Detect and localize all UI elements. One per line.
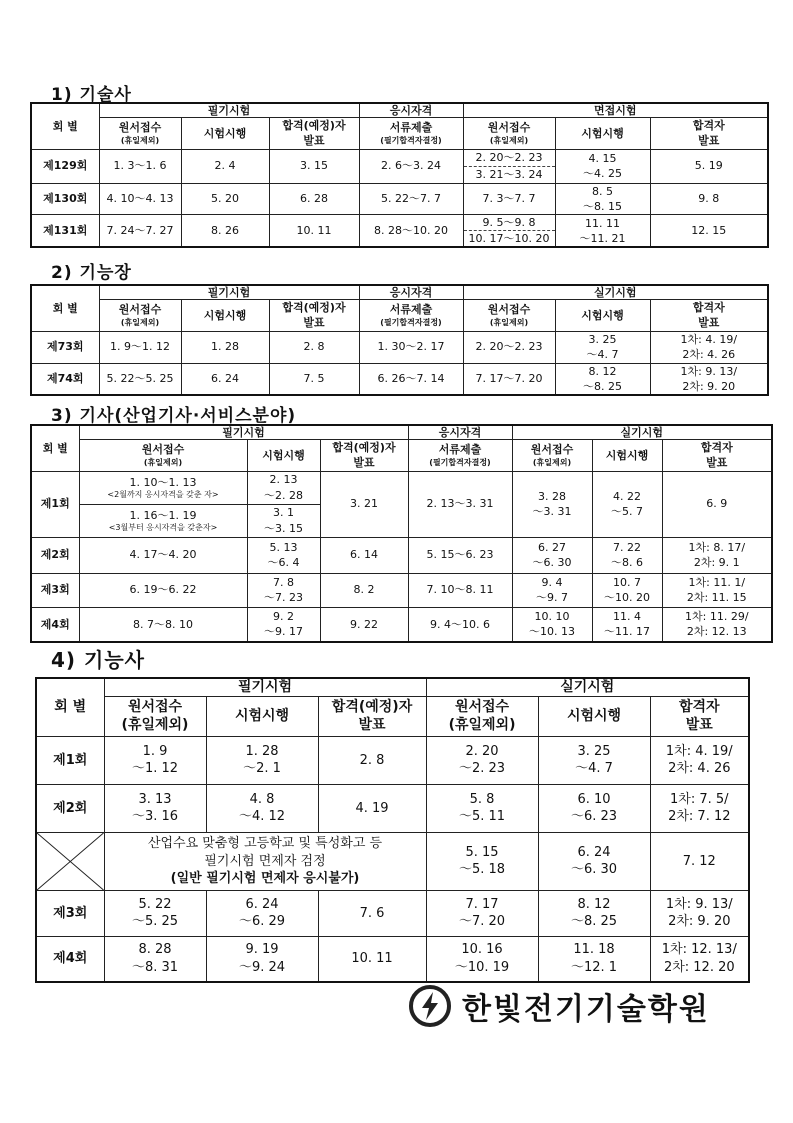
apply-cell: 1. 9～1. 12	[99, 331, 181, 363]
hdr-round: 회 별	[31, 285, 99, 331]
p-exam-cell: 7. 22 ～8. 6	[592, 537, 662, 573]
hdr-apply: 원서접수 (휴일제외)	[99, 300, 181, 331]
apply-cell: 7. 24～7. 27	[99, 214, 181, 247]
apply-cell: 1. 16～1. 19 <3월부터 응시자격을 갖춘자>	[79, 504, 247, 537]
exam-cell: 1. 28	[181, 331, 269, 363]
round-cell: 제2회	[36, 784, 104, 832]
elig-cell: 8. 28～10. 20	[359, 214, 463, 247]
elig-cell: 2. 6～3. 24	[359, 149, 463, 183]
table-row	[31, 149, 768, 183]
p-apply-cell: 2. 20～2. 23	[463, 331, 555, 363]
round-cell: 제3회	[31, 573, 79, 607]
hdr-exam: 시험시행	[181, 300, 269, 331]
pass-cell: 4. 19	[318, 784, 426, 832]
round-cell: 제4회	[31, 607, 79, 642]
hdr-exam: 시험시행	[206, 696, 318, 736]
hdr-final: 합격자 발표	[650, 696, 749, 736]
final-cell: 12. 15	[650, 214, 768, 247]
p-exam-cell: 3. 25 ～4. 7	[538, 736, 650, 784]
round-cell: 제74회	[31, 363, 99, 395]
p-apply-cell: 2. 20 ～2. 23	[426, 736, 538, 784]
pass-cell: 9. 22	[320, 607, 408, 642]
final-cell: 1차: 9. 13/ 2차: 9. 20	[650, 890, 749, 936]
hdr-written: 필기시험	[79, 425, 408, 440]
p-apply-cell: 5. 15 ～5. 18	[426, 832, 538, 890]
hdr-apply2: 원서접수 (휴일제외)	[426, 696, 538, 736]
round-cell: 제129회	[31, 149, 99, 183]
elig-cell: 5. 22～7. 7	[359, 183, 463, 214]
pass-cell: 7. 6	[318, 890, 426, 936]
exam-cell: 7. 8 ～7. 23	[247, 573, 320, 607]
hdr-pass: 합격(예정)자 발표	[269, 300, 359, 331]
cross-mark-icon	[37, 833, 104, 890]
round-cell: 제4회	[36, 936, 104, 982]
final-cell: 1차: 9. 13/ 2차: 9. 20	[650, 363, 768, 395]
final-cell: 7. 12	[650, 832, 749, 890]
table-row	[31, 607, 772, 642]
hdr-exam2: 시험시행	[555, 118, 650, 149]
p-exam-cell: 6. 24 ～6. 30	[538, 832, 650, 890]
apply-cell: 1. 3～1. 6	[99, 149, 181, 183]
special-exam-note: 산업수요 맞춤형 고등학교 및 특성화고 등 필기시험 면제자 검정 (일반 필기시험 면제자 응시불가)	[104, 832, 426, 890]
hdr-pass: 합격(예정)자 발표	[320, 440, 408, 471]
hdr-apply: 원서접수 (휴일제외)	[79, 440, 247, 471]
int-exam-cell: 8. 5 ～8. 15	[555, 183, 650, 214]
final-cell: 1차: 8. 17/ 2차: 9. 1	[662, 537, 772, 573]
exam-cell: 5. 20	[181, 183, 269, 214]
pass-cell: 8. 2	[320, 573, 408, 607]
final-cell: 1차: 7. 5/ 2차: 7. 12	[650, 784, 749, 832]
brand-name: 한빛전기기술학원	[462, 992, 710, 1027]
hdr-exam2: 시험시행	[555, 300, 650, 331]
table-row	[31, 214, 768, 247]
section-title-1: 1) 기술사	[51, 85, 132, 105]
int-apply-cell: 9. 5～9. 8 10. 17～10. 20	[463, 214, 555, 247]
hdr-apply: 원서접수 (휴일제외)	[99, 118, 181, 149]
table-row	[36, 736, 749, 784]
hdr-final: 합격자 발표	[662, 440, 772, 471]
p-apply-cell: 9. 4 ～9. 7	[512, 573, 592, 607]
hdr-round: 회 별	[31, 425, 79, 471]
hdr-practical: 실기시험	[512, 425, 772, 440]
final-cell: 5. 19	[650, 149, 768, 183]
table-craftsman	[35, 677, 750, 983]
pass-cell: 3. 21	[320, 471, 408, 537]
exam-cell: 9. 19 ～9. 24	[206, 936, 318, 982]
apply-cell: 5. 22～5. 25	[99, 363, 181, 395]
apply-cell: 8. 28 ～8. 31	[104, 936, 206, 982]
hdr-round: 회 별	[31, 103, 99, 149]
hdr-written: 필기시험	[99, 103, 359, 118]
hdr-practical: 실기시험	[463, 285, 768, 300]
pass-cell: 2. 8	[318, 736, 426, 784]
hdr-eligibility: 응시자격	[408, 425, 512, 440]
p-apply-cell: 5. 8 ～5. 11	[426, 784, 538, 832]
table-row	[31, 471, 772, 504]
table-row	[31, 537, 772, 573]
pass-cell: 7. 5	[269, 363, 359, 395]
table-row	[36, 936, 749, 982]
pass-cell: 10. 11	[318, 936, 426, 982]
apply-cell: 1. 10～1. 13 <2월까지 응시자격을 갖춘 자>	[79, 471, 247, 504]
table-master-craftsman	[30, 284, 769, 396]
hdr-exam2: 시험시행	[592, 440, 662, 471]
hdr-final: 합격자 발표	[650, 300, 768, 331]
hdr-exam2: 시험시행	[538, 696, 650, 736]
section-title-3: 3) 기사(산업기사·서비스분야)	[51, 406, 297, 426]
apply-cell: 5. 22 ～5. 25	[104, 890, 206, 936]
apply-cell: 1. 9 ～1. 12	[104, 736, 206, 784]
p-exam-cell: 8. 12 ～8. 25	[538, 890, 650, 936]
hdr-round: 회 별	[36, 678, 104, 736]
int-apply-cell: 2. 20～2. 23 3. 21～3. 24	[463, 149, 555, 183]
p-exam-cell: 11. 4 ～11. 17	[592, 607, 662, 642]
exam-cell: 3. 1 ～3. 15	[247, 504, 320, 537]
section-title-4: 4) 기능사	[51, 648, 145, 672]
exam-cell: 5. 13 ～6. 4	[247, 537, 320, 573]
round-cell: 제3회	[36, 890, 104, 936]
table-row	[31, 331, 768, 363]
exam-cell: 8. 26	[181, 214, 269, 247]
section-title-2: 2) 기능장	[51, 263, 132, 283]
final-cell: 1차: 4. 19/ 2차: 4. 26	[650, 736, 749, 784]
exam-cell: 6. 24 ～6. 29	[206, 890, 318, 936]
hdr-interview: 면접시험	[463, 103, 768, 118]
crossed-out-cell	[36, 832, 104, 890]
hdr-pass: 합격(예정)자 발표	[269, 118, 359, 149]
p-apply-cell: 6. 27 ～6. 30	[512, 537, 592, 573]
hdr-elig-docs: 서류제출 (필기합격자결정)	[359, 300, 463, 331]
table-row	[36, 890, 749, 936]
elig-cell: 2. 13～3. 31	[408, 471, 512, 537]
table-row-special	[36, 832, 749, 890]
pass-cell: 2. 8	[269, 331, 359, 363]
apply-cell: 4. 10～4. 13	[99, 183, 181, 214]
hdr-eligibility: 응시자격	[359, 103, 463, 118]
table-engineer	[30, 424, 773, 643]
pass-cell: 3. 15	[269, 149, 359, 183]
brand-logo	[408, 984, 748, 1028]
hdr-final: 합격자 발표	[650, 118, 768, 149]
table-row	[31, 363, 768, 395]
p-exam-cell: 10. 7 ～10. 20	[592, 573, 662, 607]
table-row	[31, 573, 772, 607]
p-exam-cell: 3. 25 ～4. 7	[555, 331, 650, 363]
hdr-apply: 원서접수 (휴일제외)	[104, 696, 206, 736]
exam-cell: 4. 8 ～4. 12	[206, 784, 318, 832]
pass-cell: 6. 28	[269, 183, 359, 214]
p-apply-cell: 3. 28 ～3. 31	[512, 471, 592, 537]
final-cell: 1차: 4. 19/ 2차: 4. 26	[650, 331, 768, 363]
hdr-apply2: 원서접수 (휴일제외)	[463, 118, 555, 149]
hdr-written: 필기시험	[104, 678, 426, 696]
int-apply-cell: 7. 3～7. 7	[463, 183, 555, 214]
p-exam-cell: 11. 18 ～12. 1	[538, 936, 650, 982]
lightning-circle-icon	[408, 984, 452, 1028]
exam-cell: 2. 13 ～2. 28	[247, 471, 320, 504]
table-row	[36, 784, 749, 832]
exam-cell: 1. 28 ～2. 1	[206, 736, 318, 784]
int-exam-cell: 4. 15 ～4. 25	[555, 149, 650, 183]
round-cell: 제1회	[31, 471, 79, 537]
apply-cell: 6. 19～6. 22	[79, 573, 247, 607]
hdr-written: 필기시험	[99, 285, 359, 300]
elig-cell: 7. 10～8. 11	[408, 573, 512, 607]
final-cell: 6. 9	[662, 471, 772, 537]
apply-cell: 3. 13 ～3. 16	[104, 784, 206, 832]
exam-cell: 9. 2 ～9. 17	[247, 607, 320, 642]
p-apply-cell: 7. 17 ～7. 20	[426, 890, 538, 936]
hdr-eligibility: 응시자격	[359, 285, 463, 300]
round-cell: 제130회	[31, 183, 99, 214]
pass-cell: 10. 11	[269, 214, 359, 247]
final-cell: 9. 8	[650, 183, 768, 214]
p-exam-cell: 8. 12 ～8. 25	[555, 363, 650, 395]
exam-cell: 6. 24	[181, 363, 269, 395]
p-apply-cell: 10. 16 ～10. 19	[426, 936, 538, 982]
table-engineer-pro	[30, 102, 769, 248]
p-apply-cell: 7. 17～7. 20	[463, 363, 555, 395]
round-cell: 제2회	[31, 537, 79, 573]
hdr-elig-docs: 서류제출 (필기합격자결정)	[359, 118, 463, 149]
round-cell: 제73회	[31, 331, 99, 363]
int-exam-cell: 11. 11 ～11. 21	[555, 214, 650, 247]
round-cell: 제1회	[36, 736, 104, 784]
apply-cell: 8. 7～8. 10	[79, 607, 247, 642]
elig-cell: 1. 30～2. 17	[359, 331, 463, 363]
hdr-pass: 합격(예정)자 발표	[318, 696, 426, 736]
elig-cell: 9. 4～10. 6	[408, 607, 512, 642]
p-exam-cell: 4. 22 ～5. 7	[592, 471, 662, 537]
final-cell: 1차: 11. 1/ 2차: 11. 15	[662, 573, 772, 607]
pass-cell: 6. 14	[320, 537, 408, 573]
hdr-apply2: 원서접수 (휴일제외)	[463, 300, 555, 331]
final-cell: 1차: 12. 13/ 2차: 12. 20	[650, 936, 749, 982]
hdr-elig-docs: 서류제출 (필기합격자결정)	[408, 440, 512, 471]
exam-cell: 2. 4	[181, 149, 269, 183]
final-cell: 1차: 11. 29/ 2차: 12. 13	[662, 607, 772, 642]
hdr-practical: 실기시험	[426, 678, 749, 696]
p-apply-cell: 10. 10 ～10. 13	[512, 607, 592, 642]
round-cell: 제131회	[31, 214, 99, 247]
apply-cell: 4. 17～4. 20	[79, 537, 247, 573]
elig-cell: 6. 26～7. 14	[359, 363, 463, 395]
hdr-exam: 시험시행	[181, 118, 269, 149]
hdr-exam: 시험시행	[247, 440, 320, 471]
table-row	[31, 183, 768, 214]
p-exam-cell: 6. 10 ～6. 23	[538, 784, 650, 832]
elig-cell: 5. 15～6. 23	[408, 537, 512, 573]
hdr-apply2: 원서접수 (휴일제외)	[512, 440, 592, 471]
